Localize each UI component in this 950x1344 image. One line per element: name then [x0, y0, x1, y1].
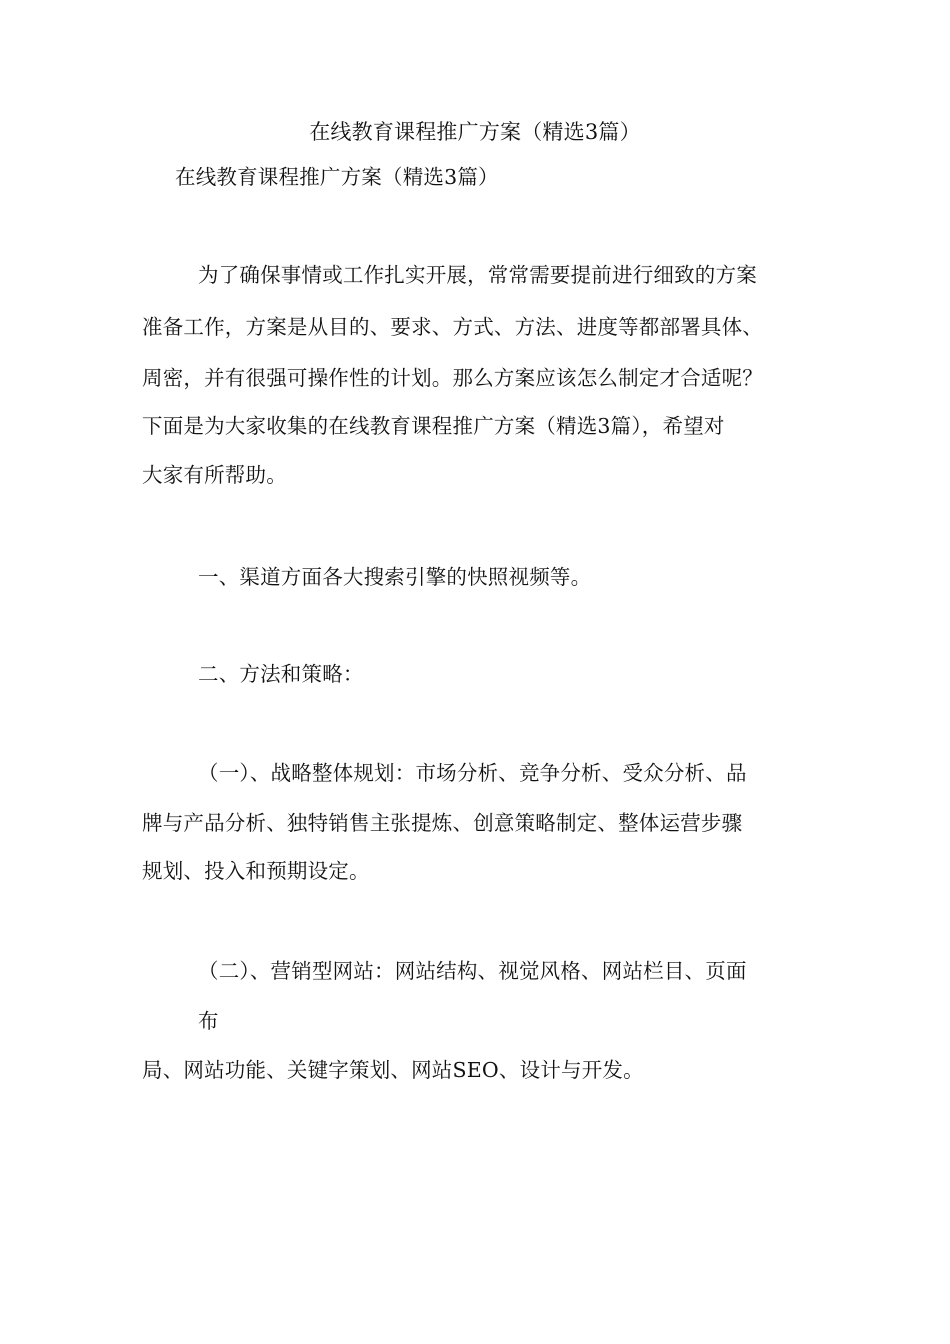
- subsection-website-line: （二）、营销型网站：网站结构、视觉风格、网站栏目、页面: [198, 959, 747, 983]
- intro-line: 周密，并有很强可操作性的计划。那么方案应该怎么制定才合适呢？: [142, 366, 763, 390]
- section-heading-methods: 二、方法和策略：: [198, 662, 364, 686]
- section-heading-channels: 一、渠道方面各大搜索引擎的快照视频等。: [198, 565, 592, 589]
- document-subtitle: 在线教育课程推广方案（精选3篇）: [175, 165, 499, 189]
- subsection-strategy-line: （一）、战略整体规划：市场分析、竞争分析、受众分析、品: [198, 761, 747, 785]
- intro-line: 为了确保事情或工作扎实开展，常常需要提前进行细致的方案: [198, 263, 757, 287]
- subsection-website-line: 布: [198, 1009, 219, 1033]
- intro-line: 大家有所帮助。: [142, 463, 287, 487]
- intro-line: 准备工作，方案是从目的、要求、方式、方法、进度等都部署具体、: [142, 315, 763, 339]
- subsection-website-line: 局、网站功能、关键字策划、网站SEO、设计与开发。: [142, 1058, 644, 1082]
- intro-line: 下面是为大家收集的在线教育课程推广方案（精选3篇），希望对: [142, 414, 725, 438]
- subsection-strategy-line: 牌与产品分析、独特销售主张提炼、创意策略制定、整体运营步骤: [142, 811, 743, 835]
- document-title: 在线教育课程推广方案（精选3篇）: [309, 120, 641, 144]
- subsection-strategy-line: 规划、投入和预期设定。: [142, 859, 370, 883]
